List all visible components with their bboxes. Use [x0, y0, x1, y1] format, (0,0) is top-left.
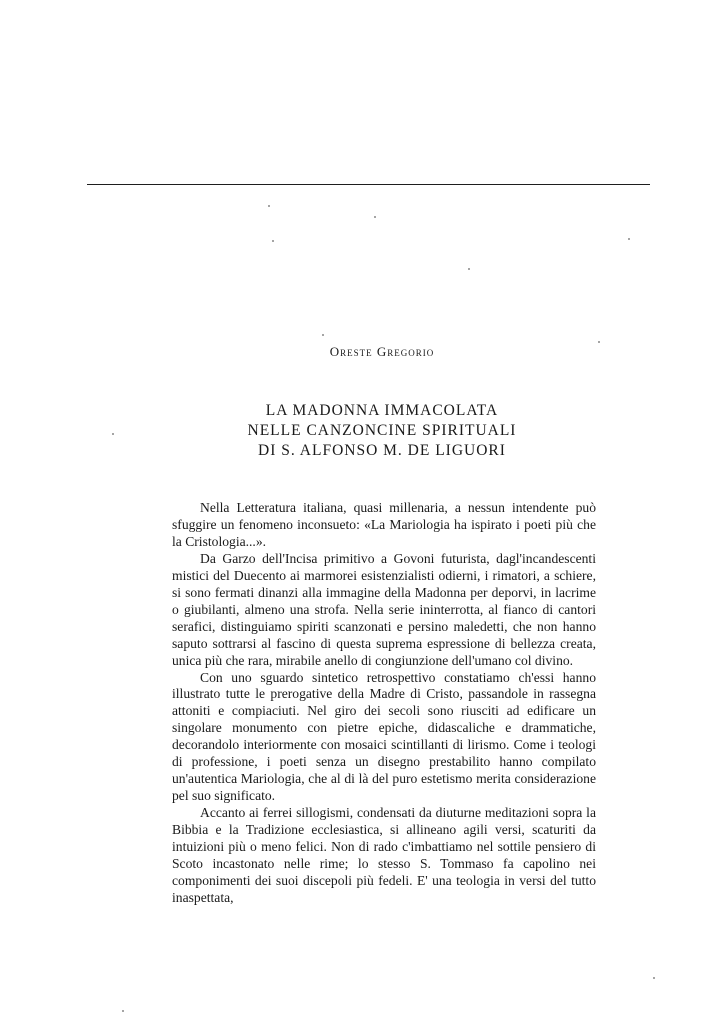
header-rule	[87, 184, 650, 185]
scan-speck	[112, 433, 114, 435]
article-body	[172, 500, 596, 907]
paragraph-2: Da Garzo dell'Incisa primitivo a Govoni futurista, dagl'incandescenti mistici del Duecento ai marmorei esistenzialisti odierni, i rimatori, a schiere, si sono fermati dinanzi alla immagine della Madonna per deporvi, in lacrime o giubilanti, almeno una strofa. Nella serie ininterrotta, al fianco di cantori serafici, distinguiamo spiriti scanzonati e persino maledetti, che non hanno saputo sottrarsi al fascino di questa suprema espressione di bellezza creata, unica più che rara, mirabile anello di congiunzione dell'umano col divino.	[172, 550, 596, 668]
title-line-1: LA MADONNA IMMACOLATA	[265, 402, 499, 419]
paragraph-4: Accanto ai ferrei sillogismi, condensati da diuturne meditazioni sopra la Bibbia e la Tradizione ecclesiastica, si allineano agili versi, scaturiti da intuizioni più o meno felici. Non di rado c'imbattiamo nel sottile pensiero di Scoto incastonato nelle rime; lo stesso S. Tommaso fa capolino nei componimenti dei suoi discepoli più fedeli. E' una teologia in versi del tutto inaspettata,	[172, 805, 596, 905]
scan-speck	[598, 341, 600, 343]
scan-speck	[628, 238, 630, 240]
author-name: Oreste Gregorio	[329, 344, 435, 359]
scan-speck	[268, 205, 270, 207]
scan-speck	[122, 1010, 124, 1012]
scan-speck	[272, 240, 274, 242]
title-line-3: DI S. ALFONSO M. DE LIGUORI	[258, 442, 506, 459]
scan-speck	[653, 977, 655, 979]
scan-speck	[374, 216, 376, 218]
article-title	[0, 401, 724, 461]
scan-speck	[468, 268, 470, 270]
scan-speck	[322, 334, 324, 336]
title-line-2: NELLE CANZONCINE SPIRITUALI	[247, 422, 517, 439]
paragraph-3: Con uno sguardo sintetico retrospettivo constatiamo ch'essi hanno illustrato tutte le prerogative della Madre di Cristo, passandole in rassegna attoniti e compiaciuti. Nel giro dei secoli sono riusciti ad edificare un singolare monumento con pietre epiche, didascaliche e drammatiche, decorandolo interiormente con mosaici scintillanti di lirismo. Come i teologi di professione, i poeti senza un disegno prestabilito hanno compilato un'autentica Mariologia, che al di là del puro estetismo merita considerazione pel suo significato.	[172, 669, 596, 804]
paragraph-1: Nella Letteratura italiana, quasi millenaria, a nessun intendente può sfuggire un fenomeno inconsueto: «La Mariologia ha ispirato i poeti più che la Cristologia...».	[172, 500, 596, 549]
